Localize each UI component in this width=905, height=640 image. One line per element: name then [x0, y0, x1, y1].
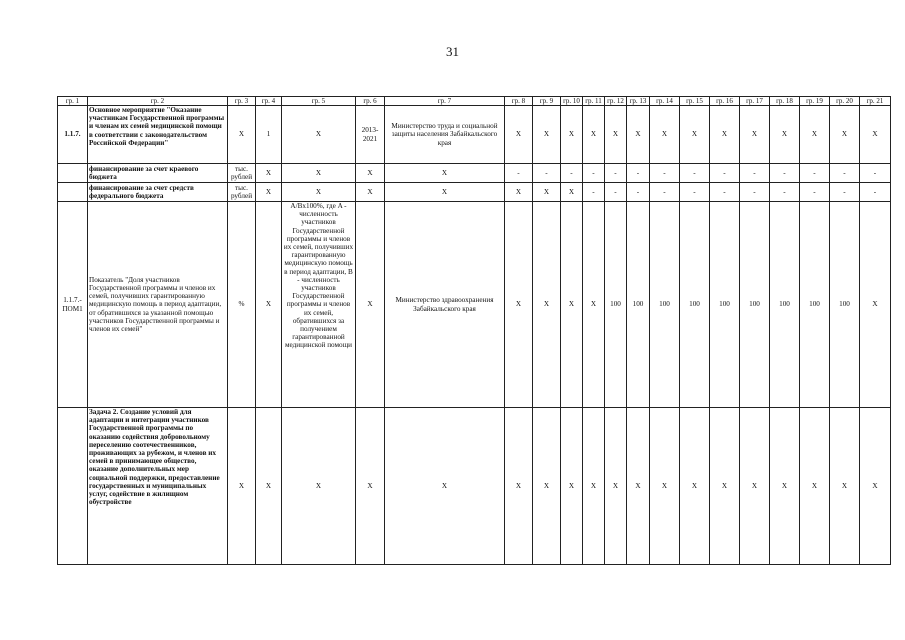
- row-code: [58, 164, 88, 183]
- table-row: [58, 106, 891, 164]
- table-row: [58, 183, 891, 202]
- row-unit: X: [228, 106, 256, 164]
- column-header: гр. 9: [533, 97, 561, 106]
- column-header: гр. 21: [860, 97, 891, 106]
- column-header: гр. 7: [385, 97, 505, 106]
- row-g5: X: [282, 183, 356, 202]
- row-value: X: [533, 408, 561, 565]
- row-value: -: [583, 164, 605, 183]
- row-value: X: [561, 202, 583, 408]
- row-value: X: [533, 106, 561, 164]
- row-value: 100: [605, 202, 627, 408]
- row-value: X: [627, 408, 650, 565]
- row-value: X: [740, 408, 770, 565]
- row-value: 100: [770, 202, 800, 408]
- row-value: -: [770, 183, 800, 202]
- row-value: -: [800, 164, 830, 183]
- row-value: -: [605, 164, 627, 183]
- row-value: X: [830, 106, 860, 164]
- row-value: X: [860, 408, 891, 565]
- row-name: Показатель "Доля участников Государственной программы и членов их семей, получивших гарантированную медицинскую помощь в период адаптации, от обратившихся за указанной помощью участников Государственной программы и членов их семей": [88, 202, 228, 408]
- row-value: -: [710, 164, 740, 183]
- row-name: финансирование за счет краевого бюджета: [88, 164, 228, 183]
- row-value: -: [533, 164, 561, 183]
- row-value: X: [583, 408, 605, 565]
- row-value: X: [505, 183, 533, 202]
- row-value: X: [830, 408, 860, 565]
- row-value: X: [650, 408, 680, 565]
- row-value: X: [740, 106, 770, 164]
- row-g5: A/Bx100%, где A - численность участников Государственной программы и членов их семей, получивших гарантированную медицинскую помощь в период адаптации, B - численность участников Государственной программы и членов их семей, обратившихся за получением гарантированной медицинской помощи: [282, 202, 356, 408]
- row-value: 100: [830, 202, 860, 408]
- row-value: X: [770, 408, 800, 565]
- row-value: X: [561, 408, 583, 565]
- row-value: X: [710, 408, 740, 565]
- row-value: -: [830, 183, 860, 202]
- header-row: [58, 97, 891, 106]
- column-header: гр. 8: [505, 97, 533, 106]
- page-number: 31: [446, 44, 459, 59]
- row-value: X: [533, 202, 561, 408]
- row-value: X: [505, 408, 533, 565]
- row-code: 1.1.7.-ПОМ1: [58, 202, 88, 408]
- row-value: X: [770, 106, 800, 164]
- row-executor: Министерство труда и социальной защиты населения Забайкальского края: [385, 106, 505, 164]
- row-g6: X: [356, 164, 385, 183]
- row-executor: X: [385, 164, 505, 183]
- row-value: -: [740, 164, 770, 183]
- row-value: X: [605, 408, 627, 565]
- table-row: [58, 408, 891, 565]
- row-g4: X: [256, 408, 282, 565]
- row-unit: X: [228, 408, 256, 565]
- row-value: X: [860, 202, 891, 408]
- row-executor: X: [385, 408, 505, 565]
- row-code: [58, 408, 88, 565]
- row-unit: тыс. рублей: [228, 164, 256, 183]
- row-value: -: [650, 183, 680, 202]
- row-value: -: [680, 164, 710, 183]
- column-header: гр. 10: [561, 97, 583, 106]
- column-header: гр. 16: [710, 97, 740, 106]
- row-value: -: [860, 164, 891, 183]
- row-value: X: [561, 106, 583, 164]
- column-header: гр. 15: [680, 97, 710, 106]
- row-g4: X: [256, 202, 282, 408]
- column-header: гр. 17: [740, 97, 770, 106]
- row-value: X: [710, 106, 740, 164]
- row-value: X: [627, 106, 650, 164]
- table-row: [58, 202, 891, 408]
- row-g5: X: [282, 106, 356, 164]
- row-value: X: [860, 106, 891, 164]
- row-g6: X: [356, 408, 385, 565]
- row-value: -: [800, 183, 830, 202]
- column-header: гр. 18: [770, 97, 800, 106]
- row-value: 100: [740, 202, 770, 408]
- row-code: [58, 183, 88, 202]
- row-value: 100: [650, 202, 680, 408]
- row-value: 100: [710, 202, 740, 408]
- row-value: -: [740, 183, 770, 202]
- row-value: X: [583, 202, 605, 408]
- row-name: Задача 2. Создание условий для адаптации и интеграции участников Государственной программы по оказанию содействия добровольному переселению соотечественников, проживающих за рубежом, и членов их семей в принимающее общество, оказание дополнительных мер социальной поддержки, предоставление государственных и муниципальных услуг, содействие в жилищном обустройстве: [88, 408, 228, 565]
- row-g5: X: [282, 408, 356, 565]
- row-g6: X: [356, 183, 385, 202]
- table-row: [58, 164, 891, 183]
- row-executor: X: [385, 183, 505, 202]
- column-header: гр. 13: [627, 97, 650, 106]
- row-value: -: [710, 183, 740, 202]
- row-code: 1.1.7.: [58, 106, 88, 164]
- column-header: гр. 12: [605, 97, 627, 106]
- row-value: X: [605, 106, 627, 164]
- row-unit: тыс. рублей: [228, 183, 256, 202]
- row-value: -: [627, 164, 650, 183]
- row-value: 100: [627, 202, 650, 408]
- row-value: X: [583, 106, 605, 164]
- row-value: X: [505, 202, 533, 408]
- row-g4: X: [256, 183, 282, 202]
- row-value: -: [605, 183, 627, 202]
- column-header: гр. 2: [88, 97, 228, 106]
- row-value: -: [680, 183, 710, 202]
- column-header: гр. 11: [583, 97, 605, 106]
- row-value: -: [860, 183, 891, 202]
- row-unit: %: [228, 202, 256, 408]
- row-value: -: [627, 183, 650, 202]
- row-g5: X: [282, 164, 356, 183]
- column-header: гр. 5: [282, 97, 356, 106]
- row-value: X: [800, 408, 830, 565]
- column-header: гр. 20: [830, 97, 860, 106]
- row-value: X: [680, 106, 710, 164]
- column-header: гр. 3: [228, 97, 256, 106]
- row-executor: Министерство здравоохранения Забайкальского края: [385, 202, 505, 408]
- column-header: гр. 4: [256, 97, 282, 106]
- column-header: гр. 14: [650, 97, 680, 106]
- row-value: -: [830, 164, 860, 183]
- row-g4: 1: [256, 106, 282, 164]
- row-value: X: [505, 106, 533, 164]
- row-value: X: [680, 408, 710, 565]
- row-value: 100: [800, 202, 830, 408]
- column-header: гр. 19: [800, 97, 830, 106]
- row-g6: 2013-2021: [356, 106, 385, 164]
- row-value: -: [770, 164, 800, 183]
- row-value: X: [533, 183, 561, 202]
- row-value: -: [583, 183, 605, 202]
- row-g4: X: [256, 164, 282, 183]
- row-value: -: [505, 164, 533, 183]
- row-name: Основное мероприятие "Оказание участникам Государственной программы и членам их семей медицинской помощи в соответствии с законодательством Российской Федерации": [88, 106, 228, 164]
- row-g6: X: [356, 202, 385, 408]
- row-name: финансирование за счет средств федерального бюджета: [88, 183, 228, 202]
- row-value: 100: [680, 202, 710, 408]
- row-value: X: [800, 106, 830, 164]
- column-header: гр. 6: [356, 97, 385, 106]
- column-header: гр. 1: [58, 97, 88, 106]
- row-value: X: [650, 106, 680, 164]
- row-value: -: [561, 164, 583, 183]
- row-value: X: [561, 183, 583, 202]
- row-value: -: [650, 164, 680, 183]
- program-table: [57, 96, 891, 565]
